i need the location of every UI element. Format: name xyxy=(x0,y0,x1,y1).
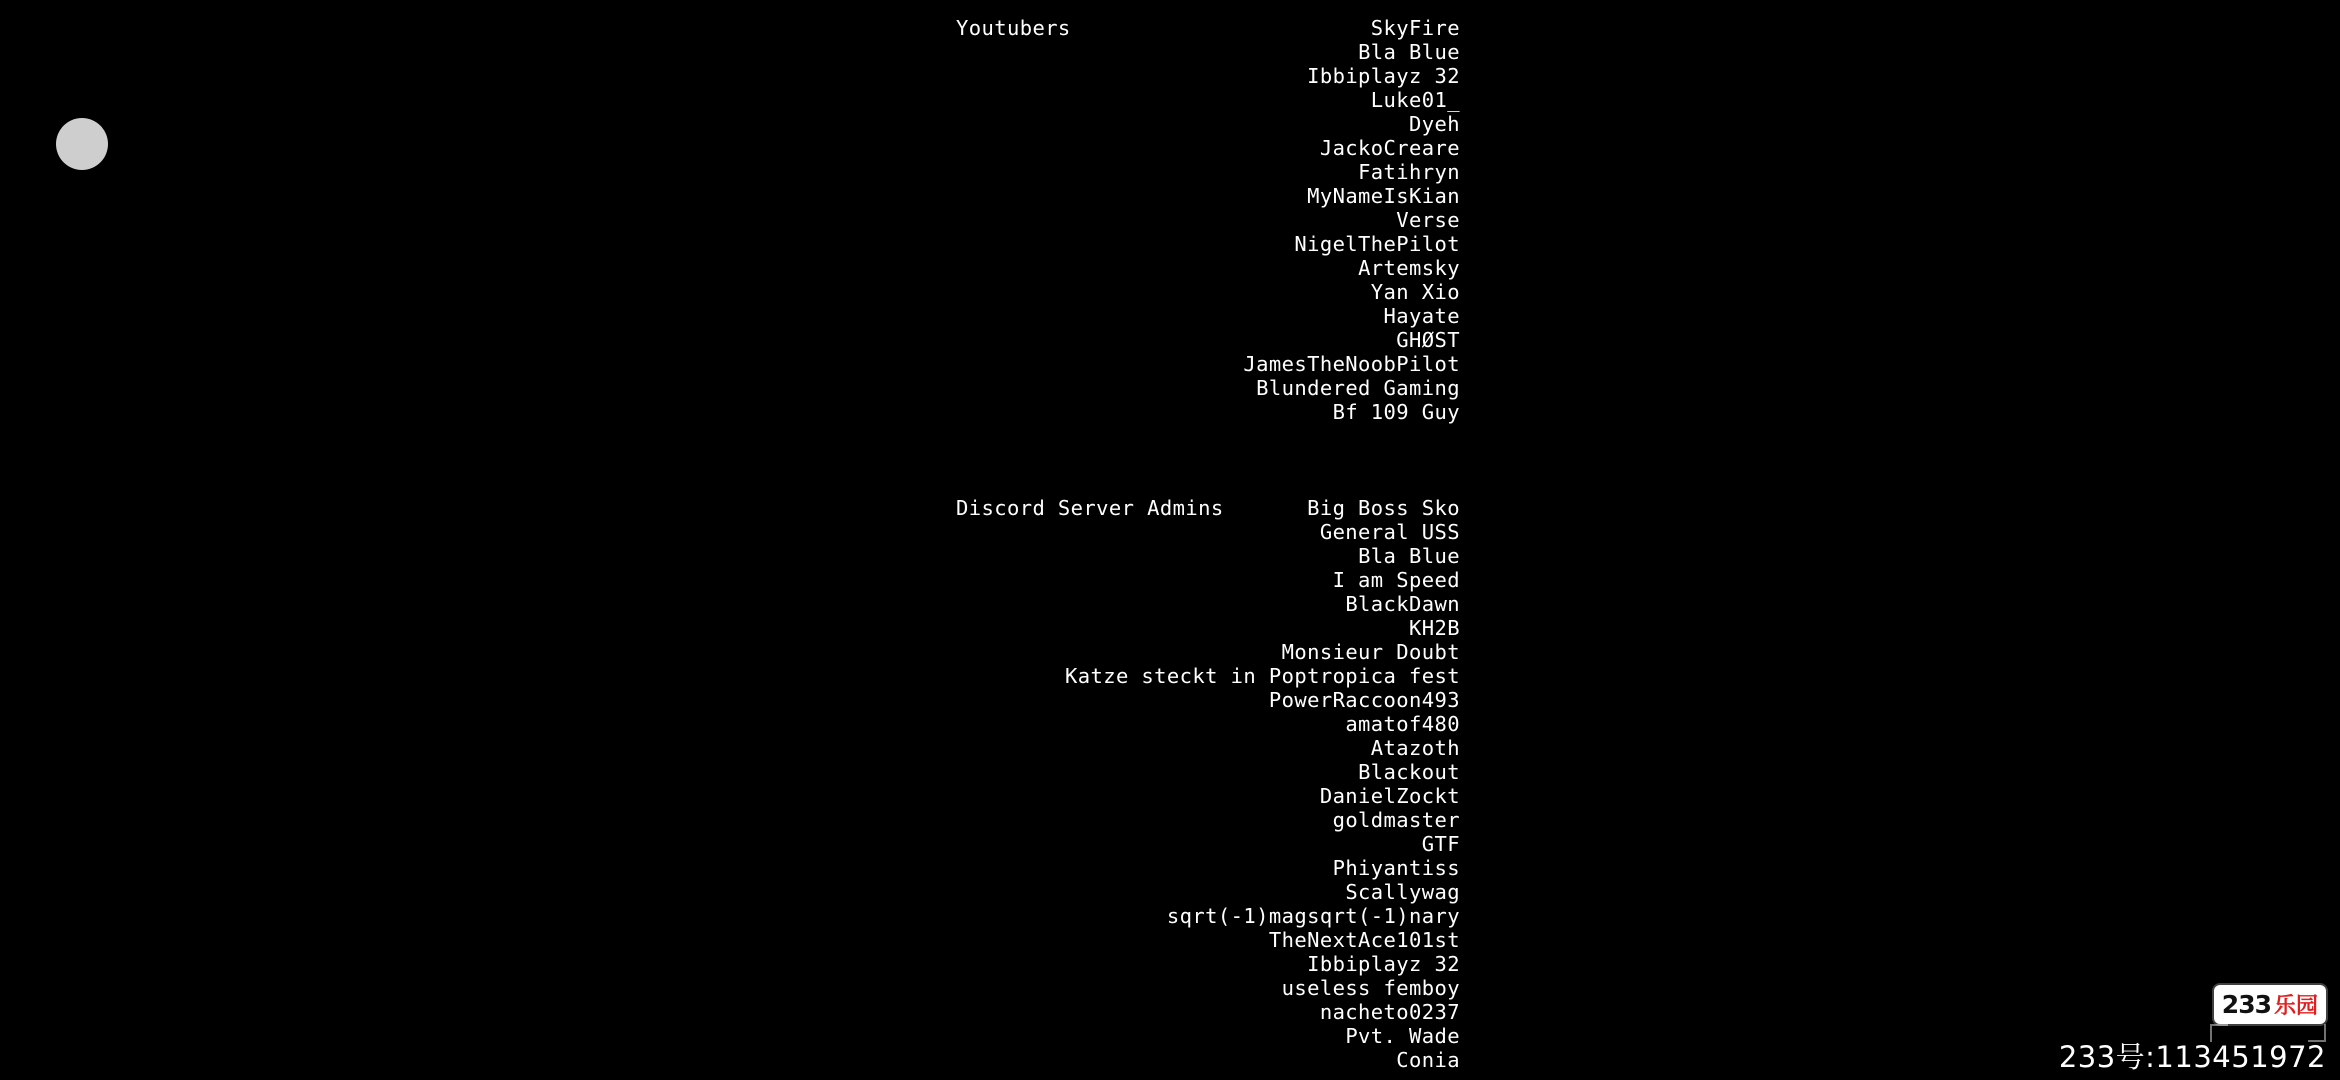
credits-name: Monsieur Doubt xyxy=(1281,640,1460,664)
credits-name: goldmaster xyxy=(1332,808,1460,832)
credits-name: DanielZockt xyxy=(1319,784,1460,808)
credits-name: Katze steckt in Poptropica fest xyxy=(1064,664,1460,688)
credits-name: amatof480 xyxy=(1345,712,1460,736)
credits-name: Phiyantiss xyxy=(1332,856,1460,880)
credits-name: Ibbiplayz 32 xyxy=(1307,64,1460,88)
credits-name: JackoCreare xyxy=(1319,136,1460,160)
credits-name: Verse xyxy=(1396,208,1460,232)
credits-name: Bla Blue xyxy=(1358,40,1460,64)
watermark-logo-text: 乐园 xyxy=(2273,994,2318,1019)
credits-name: KH2B xyxy=(1409,616,1460,640)
credits-name: nacheto0237 xyxy=(1319,1000,1460,1024)
credits-name: Dyeh xyxy=(1409,112,1460,136)
credits-name: Ibbiplayz 32 xyxy=(1307,952,1460,976)
credits-name: useless femboy xyxy=(1281,976,1460,1000)
credits-name: Big Boss Sko xyxy=(1307,496,1460,520)
credits-name: Bla Blue xyxy=(1358,544,1460,568)
credits-name: Blackout xyxy=(1358,760,1460,784)
watermark xyxy=(2214,985,2326,1024)
watermark-logo-icon xyxy=(2214,985,2326,1024)
credits-name-list xyxy=(600,16,1460,424)
credits-name: Hayate xyxy=(1383,304,1460,328)
credits-name: GHØST xyxy=(1396,328,1460,352)
credits-name: Conia xyxy=(1396,1048,1460,1072)
credits-name: MyNameIsKian xyxy=(1307,184,1460,208)
credits-name: SkyFire xyxy=(1370,16,1460,40)
credits-name: Artemsky xyxy=(1358,256,1460,280)
credits-name: GTF xyxy=(1421,832,1460,856)
credits-name: Pvt. Wade xyxy=(1345,1024,1460,1048)
credits-section-title: Youtubers xyxy=(956,16,1071,40)
credits-name: Atazoth xyxy=(1370,736,1460,760)
credits-name: TheNextAce101st xyxy=(1268,928,1460,952)
credits-name-list xyxy=(600,496,1460,1072)
credits-section-title: Discord Server Admins xyxy=(956,496,1224,520)
credits-name: Fatihryn xyxy=(1358,160,1460,184)
credits-name: Luke01_ xyxy=(1370,88,1460,112)
credits-name: I am Speed xyxy=(1332,568,1460,592)
credits-name: JamesTheNoobPilot xyxy=(1243,352,1460,376)
credits-name: PowerRaccoon493 xyxy=(1268,688,1460,712)
credits-name: Scallywag xyxy=(1345,880,1460,904)
credits-name: BlackDawn xyxy=(1345,592,1460,616)
watermark-id-text: 233号:113451972 xyxy=(2058,1040,2326,1074)
credits-name: NigelThePilot xyxy=(1294,232,1460,256)
watermark-logo-number: 233 xyxy=(2221,990,2271,1019)
credits-name: Yan Xio xyxy=(1370,280,1460,304)
credits-name: Blundered Gaming xyxy=(1256,376,1460,400)
credits-name: Bf 109 Guy xyxy=(1332,400,1460,424)
credits-name: General USS xyxy=(1319,520,1460,544)
credits-name: sqrt(-1)magsqrt(-1)nary xyxy=(1166,904,1460,928)
